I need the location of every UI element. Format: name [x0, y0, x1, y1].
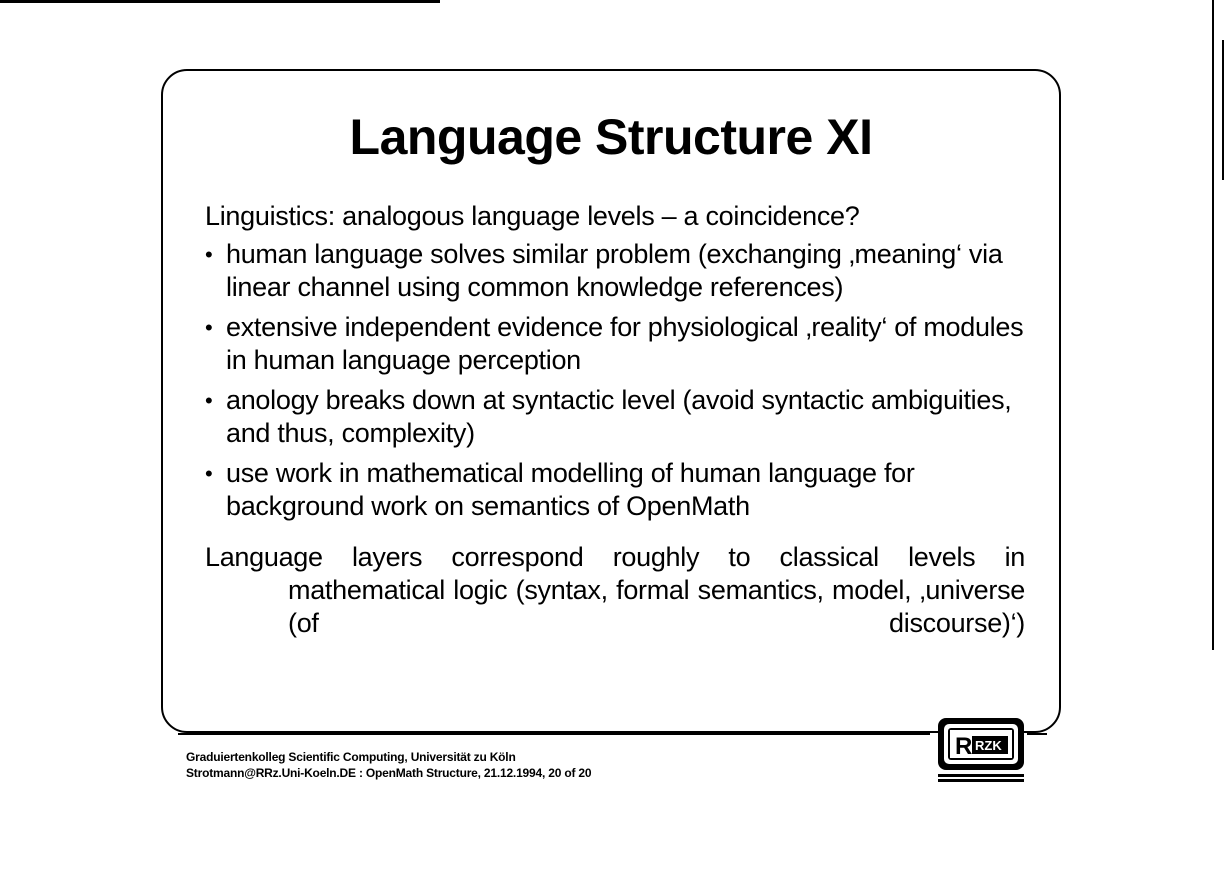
- bullet-icon: •: [205, 461, 213, 486]
- scan-artifact-line: [1222, 40, 1224, 180]
- bullet-text: use work in mathematical modelling of human language for background work on semantics of OpenMath: [226, 458, 915, 521]
- bullet-text: anology breaks down at syntactic level (avoid syntactic ambiguities, and thus, complexity): [226, 385, 1012, 448]
- scan-artifact-line: [1212, 0, 1214, 650]
- bullet-text: human language solves similar problem (exchanging ‚meaning‘ via linear channel using common knowledge references): [226, 239, 1003, 302]
- bullet-text: extensive independent evidence for physiological ‚reality‘ of modules in human language perception: [226, 312, 1024, 375]
- intro-text: Linguistics: analogous language levels – a coincidence?: [205, 201, 860, 231]
- footer-institution: Graduiertenkolleg Scientific Computing, Universität zu Köln: [186, 750, 516, 764]
- list-item: [205, 311, 1025, 377]
- footer-divider: [1027, 733, 1047, 735]
- footer: [186, 749, 591, 781]
- bullet-icon: •: [205, 242, 213, 267]
- bullet-icon: •: [205, 315, 213, 340]
- slide-title: Language Structure XI: [349, 109, 873, 165]
- slide-content: [205, 200, 1025, 640]
- bullet-list: [205, 238, 1025, 523]
- closing-text: Language layers correspond roughly to classical levels in mathematical logic (syntax, formal semantics, model, ‚universe (of discourse)‘): [205, 542, 1025, 638]
- footer-citation: Strotmann@RRz.Uni-Koeln.DE : OpenMath Structure, 21.12.1994, 20 of 20: [186, 766, 592, 780]
- logo-letter: R: [955, 733, 973, 760]
- scan-artifact-line: [0, 0, 440, 3]
- logo-letters: RZK: [975, 738, 1002, 753]
- rrzk-logo-icon: [936, 716, 1026, 782]
- list-item: [205, 238, 1025, 304]
- footer-divider: [178, 733, 930, 735]
- list-item: [205, 384, 1025, 450]
- bullet-icon: •: [205, 388, 213, 413]
- list-item: [205, 457, 1025, 523]
